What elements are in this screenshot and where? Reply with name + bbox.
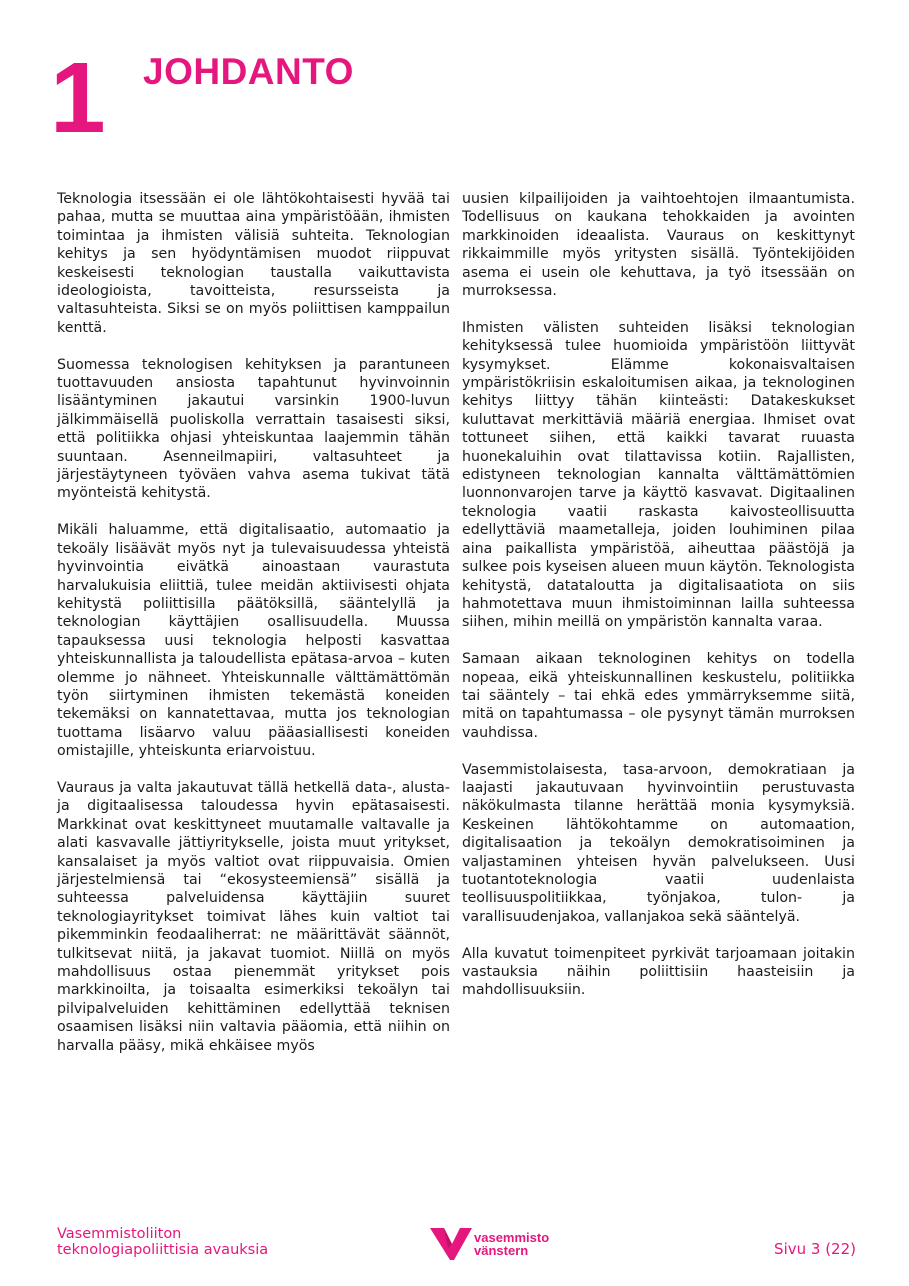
body-column-right (462, 190, 855, 1018)
paragraph: Teknologia itsessään ei ole lähtökohtaisesti hyvää tai pahaa, mutta se muuttaa aina ympäristöään, ihmisten toimintaa ja ihmisten välisiä suhteita. Teknologian kehitys ja sen hyödyntämisen muodot riippuvat keskeisesti teknologian taustalla vaikuttavista ideologioista, tavoitteista, resursseista ja valtasuhteista. Siksi se on myös poliittisen kamppailun kenttä. (57, 191, 450, 336)
party-logo (430, 1226, 570, 1262)
footer-line: Vasemmistoliiton (57, 1226, 182, 1242)
logo-text-line: vasemmisto (474, 1230, 550, 1245)
logo-wordmark (474, 1231, 549, 1257)
body-column-left (57, 190, 450, 1073)
chapter-title: JOHDANTO (143, 51, 354, 92)
paragraph: Mikäli haluamme, että digitalisaatio, automaatio ja tekoäly lisäävät myös nyt ja tulevaisuudessa yhteistä hyvinvointia eivätkä ainoastaan vaurastuta harvalukuisia eliittiä, tulee meidän aktiivisesti ohjata kehitystä poliittisilla päätöksillä, sääntelyllä ja teknologian käyttäjien osallisuudella. Muussa tapauksessa uusi teknologia helposti kasvattaa yhteiskunnallista ja taloudellista epätasa-arvoa – kuten olemme jo nähneet. Yhteiskunnalle välttämättömän työn siirtyminen ihmisten tekemästä koneiden tekemäksi on kannatettavaa, mutta jos teknologian tuottama lisäarvo valuu pääasiallisesti koneiden omistajille, yhteiskunta eriarvoistuu. (57, 522, 450, 760)
paragraph: Vasemmistolaisesta, tasa-arvoon, demokratiaan ja laajasti jakautuvaan hyvinvointiin perustuvasta näkökulmasta tilanne herättää monia kysymyksiä. Keskeinen lähtökohtamme on automaation, digitalisaation ja tekoälyn demokratisoiminen ja valjastaminen yhteisen hyvän palvelukseen. Uusi tuotantoteknologia vaatii uudenlaista teollisuuspolitiikkaa, työnjakoa, tulon- ja varallisuudenjakoa, vallanjakoa sekä sääntelyä. (462, 761, 855, 925)
logo-text-line: vänstern (474, 1243, 529, 1258)
footer-publication-title (57, 1226, 268, 1258)
v-arrow-logo-icon (430, 1226, 472, 1262)
paragraph: Suomessa teknologisen kehityksen ja parantuneen tuottavuuden ansiosta tapahtunut hyvinvoinnin lisääntyminen jakautui varsinkin 1900-luvun jälkimmäisellä puoliskolla verrattain tasaisesti siksi, että politiikka ohjasi yhteiskuntaa laajemmin tähän suuntaan. Asenneilmapiiri, valtasuhteet ja järjestäytyneen työväen vahva asema tukivat tätä myönteistä kehitystä. (57, 356, 450, 502)
paragraph: Alla kuvatut toimenpiteet pyrkivät tarjoamaan joitakin vastauksia näihin poliittisiin haasteisiin ja mahdollisuuksiin. (462, 945, 855, 999)
paragraph: uusien kilpailijoiden ja vaihtoehtojen ilmaantumista. Todellisuus on kaukana tehokkaiden ja avointen markkinoiden ideaalista. Vauraus on keskittynyt rikkaimmille myös yritysten sisällä. Työntekijöiden asema ei usein ole kehuttava, ja työ itsessään on murroksessa. (462, 191, 855, 300)
paragraph: Ihmisten välisten suhteiden lisäksi teknologian kehityksessä tulee huomioida ympäristöön liittyvät kysymykset. Elämme kokonaisvaltaisen ympäristökriisin eskaloitumisen aikaa, ja teknologinen kehitys liittyy tähän kiinteästi: Datakeskukset kuluttavat merkittäviä määriä energiaa. Ihmiset ovat tottuneet siihen, että kaikki tavarat ruuasta huonekaluihin ovat tilattavissa kotiin. Rajallisten, edistyneen teknologian kannalta välttämättömien luonnonvarojen tarve ja käyttö kasvavat. Digitaalinen teknologia vaatii raskasta kaivosteollisuutta edellyttäviä maametalleja, joiden louhiminen pilaa aina paikallista ympäristöä, aiheuttaa päästöjä ja sulkee pois kyseisen alueen muun käytön. Teknologista kehitystä, datataloutta ja digitalisaatiota on siis hahmotettava muun ihmistoiminnan lailla suhteessa siihen, mihin meillä on ympäristön kannalta varaa. (462, 319, 855, 631)
page-number: Sivu 3 (22) (774, 1240, 856, 1258)
paragraph: Samaan aikaan teknologinen kehitys on todella nopeaa, eikä yhteiskunnallinen keskustelu, politiikka tai sääntely – tai ehkä edes ymmärryksemme siitä, mitä on tapahtumassa – ole pysynyt tämän murroksen vauhdissa. (462, 651, 855, 741)
chapter-number: 1 (50, 42, 102, 154)
footer-line: teknologiapoliittisia avauksia (57, 1242, 269, 1258)
paragraph: Vauraus ja valta jakautuvat tällä hetkellä data-, alusta- ja digitaalisessa taloudessa hyvin epätasaisesti. Markkinat ovat keskittyneet muutamalle valtavalle ja alati kasvavalle jättiyritykselle, joista muut yritykset, kansalaiset ja myös valtiot ovat riippuvaisia. Omien järjestelmiensä tai “ekosysteemiensä” sisällä ja suhteessa palveluidensa käyttäjiin suuret teknologiayritykset toimivat lähes kuin valtiot tai pikemminkin feodaaliherrat: ne määrittävät säännöt, tulkitsevat niitä, ja jakavat tuomiot. Niillä on myös mahdollisuus ostaa pienemmät yritykset pois markkinoilta, ja toisaalta esimerkiksi tekoälyn tai pilvipalveluiden kehittäminen edellyttää teknisen osaamisen lisäksi niin valtavia pääomia, että niihin on harvalla pääsy, mikä ehkäisee myös (57, 779, 450, 1054)
